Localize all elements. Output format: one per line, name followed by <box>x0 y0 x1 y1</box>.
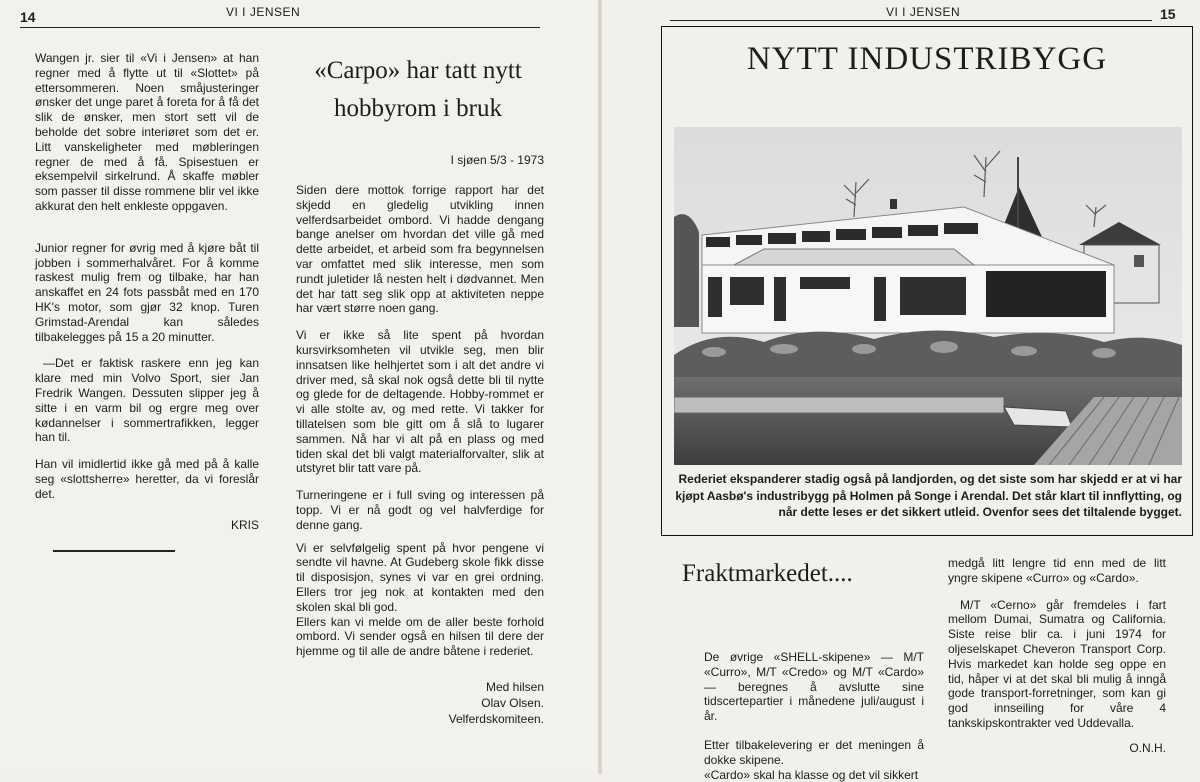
carpo-closing <box>296 679 544 727</box>
feature-headline: NYTT INDUSTRIBYGG <box>746 41 1108 77</box>
kris-para-4: Han vil imidlertid ikke gå med på å kalle seg «slottsherre» heretter, da vi foreslår det. <box>35 457 259 501</box>
freight-column-1 <box>704 650 924 782</box>
freight-para-3: «Cardo» skal ha klasse og det vil sikkert <box>704 767 919 782</box>
kris-para-3: —Det er faktisk raskere enn jeg kan klare med min Volvo Sport, sier Jan Fredrik Wangen. Dessuten slipper jeg å sitte i en varm bil og ergre meg over kødannelser i sommertrafikken, legger han til. <box>35 356 259 445</box>
page-number-right: 15 <box>1160 6 1176 22</box>
freight-headline: Fraktmarkedet.... <box>682 560 853 587</box>
carpo-para-5: Ellers kan vi melde om de aller beste forhold ombord. Vi sender også en hilsen til dere der hjemme og til alle de andre båtene i rederiet. <box>296 614 544 659</box>
freight-para-2: Etter tilbakelevering er det meningen å dokke skipene. <box>704 737 924 767</box>
header-rule-left <box>20 27 540 28</box>
end-rule <box>53 550 175 552</box>
freight-para-1: De øvrige «SHELL-skipene» — M/T «Curro», M/T «Credo» og M/T «Cardo» — beregnes å avslutte sine tidscertepartier i månedene juli/august i år. <box>704 650 924 724</box>
carpo-dateline: I sjøen 5/3 - 1973 <box>450 153 544 167</box>
kris-para-1: Wangen jr. sier til «Vi i Jensen» at han regner med å flytte ut til «Slottet» på ettersommeren. Noen småjusteringer ønsker det unge paret å foreta for å få det slik de ønsker, men stort sett vil de beholde det sobre interiøret som det er. Litt vanskeligheter med møbleringen regner de med å få. Spisestuen er eksempelvil sirkelrund. Å skaffe møbler som passer til disse rommene blir vel ikke akkurat den helt enkleste oppgaven. <box>35 51 259 213</box>
freight-signature: O.N.H. <box>1129 740 1166 755</box>
carpo-para-4: Vi er selvfølgelig spent på hvor pengene vi sendte vil havne. At Gudeberg skole fikk disse til disposisjon, synes vi var en grei ordning. Ellers tror jeg nok at kontakten med den skolen skal bli god. <box>296 540 544 614</box>
page-number-left: 14 <box>20 9 36 25</box>
running-title-right: VI I JENSEN <box>886 5 961 19</box>
header-rule-right <box>670 20 1152 21</box>
kris-signature: KRIS <box>230 517 259 532</box>
carpo-para-2: Vi er ikke så lite spent på hvordan kursvirksomheten vil utvikle seg, men blir innsatsen like helhjertet som i alt det andre vi driver med, så skal nok også dette bli til nytte og glede for de deltagende. Hobby-rommet er vi alle stolte av, og med rette. Vi takker for tillatelsen som ble gitt om å slå to lugarer sammen. Nå har vi alt på en plass og med tiden skal det bli valgt materialforvalter, slik at utstyret blir tatt vare på. <box>296 328 544 476</box>
running-title-left: VI I JENSEN <box>226 5 301 19</box>
column-left <box>35 51 259 552</box>
kris-para-2: Junior regner for øvrig med å kjøre båt til jobben i sommerhalvåret. For å komme raskest mulig frem og tilbake, har han anskaffet en 24 fots passbåt med en 170 HK's motor, som gjør 32 knop. Turen Grimstad-Arendal kan således tilbakelegges på 15 a 20 minutter. <box>35 240 259 344</box>
right-page <box>602 0 1200 782</box>
closing-greeting: Med hilsen <box>485 679 544 694</box>
carpo-headline: «Carpo» har tatt nytt hobbyrom i bruk <box>314 57 522 122</box>
carpo-para-3: Turneringene er i full sving og interessen på topp. Vi er nå godt og vel halvferdige for denne gang. <box>296 488 544 532</box>
closing-name: Olav Olsen. <box>481 695 544 710</box>
left-page <box>0 0 598 774</box>
building-photo <box>674 127 1182 465</box>
carpo-body <box>296 183 544 727</box>
feature-box <box>661 26 1193 536</box>
freight-para-4: medgå litt lengre tid enn med de litt yngre skipene «Curro» og «Cardo». <box>948 556 1166 585</box>
freight-column-2 <box>948 556 1166 756</box>
closing-committee: Velferdskomiteen. <box>448 711 544 726</box>
freight-para-5: M/T «Cerno» går fremdeles i fart mellom Dumai, Sumatra og California. Siste reise blir ca. i juni 1974 for oljeselskapet Cheveron Transport Corp. Hvis markedet kan holde seg oppe en tid, håper vi at det skal bli mulig å inngå gode transport-forretninger, som kan gi god innseiling for våre 4 tankskipskontrakter ved Uddevalla. <box>948 597 1166 730</box>
carpo-para-1: Siden dere mottok forrige rapport har det skjedd en gledelig utvikling innen velferdsarbeidet ombord. Vi hadde dengang bange anelser om hvordan det ville gå med dette arbeidet, et arbeid som fra begynnelsen var omfattet med slik interesse, men som rundt juletider lå nesten helt i dødvannet. Men det har tatt seg slik opp at aktiviteten neppe har vært større noen gang. <box>296 183 544 316</box>
feature-caption: Rederiet ekspanderer stadig også på landjorden, og det siste som har skjedd er at vi har kjøpt Aasbø's industribygg på Holmen på Songe i Arendal. Det står klart til innflytting, og når dette leses er det sikkert utleid. Ovenfor sees det tiltalende bygget. <box>675 472 1182 519</box>
